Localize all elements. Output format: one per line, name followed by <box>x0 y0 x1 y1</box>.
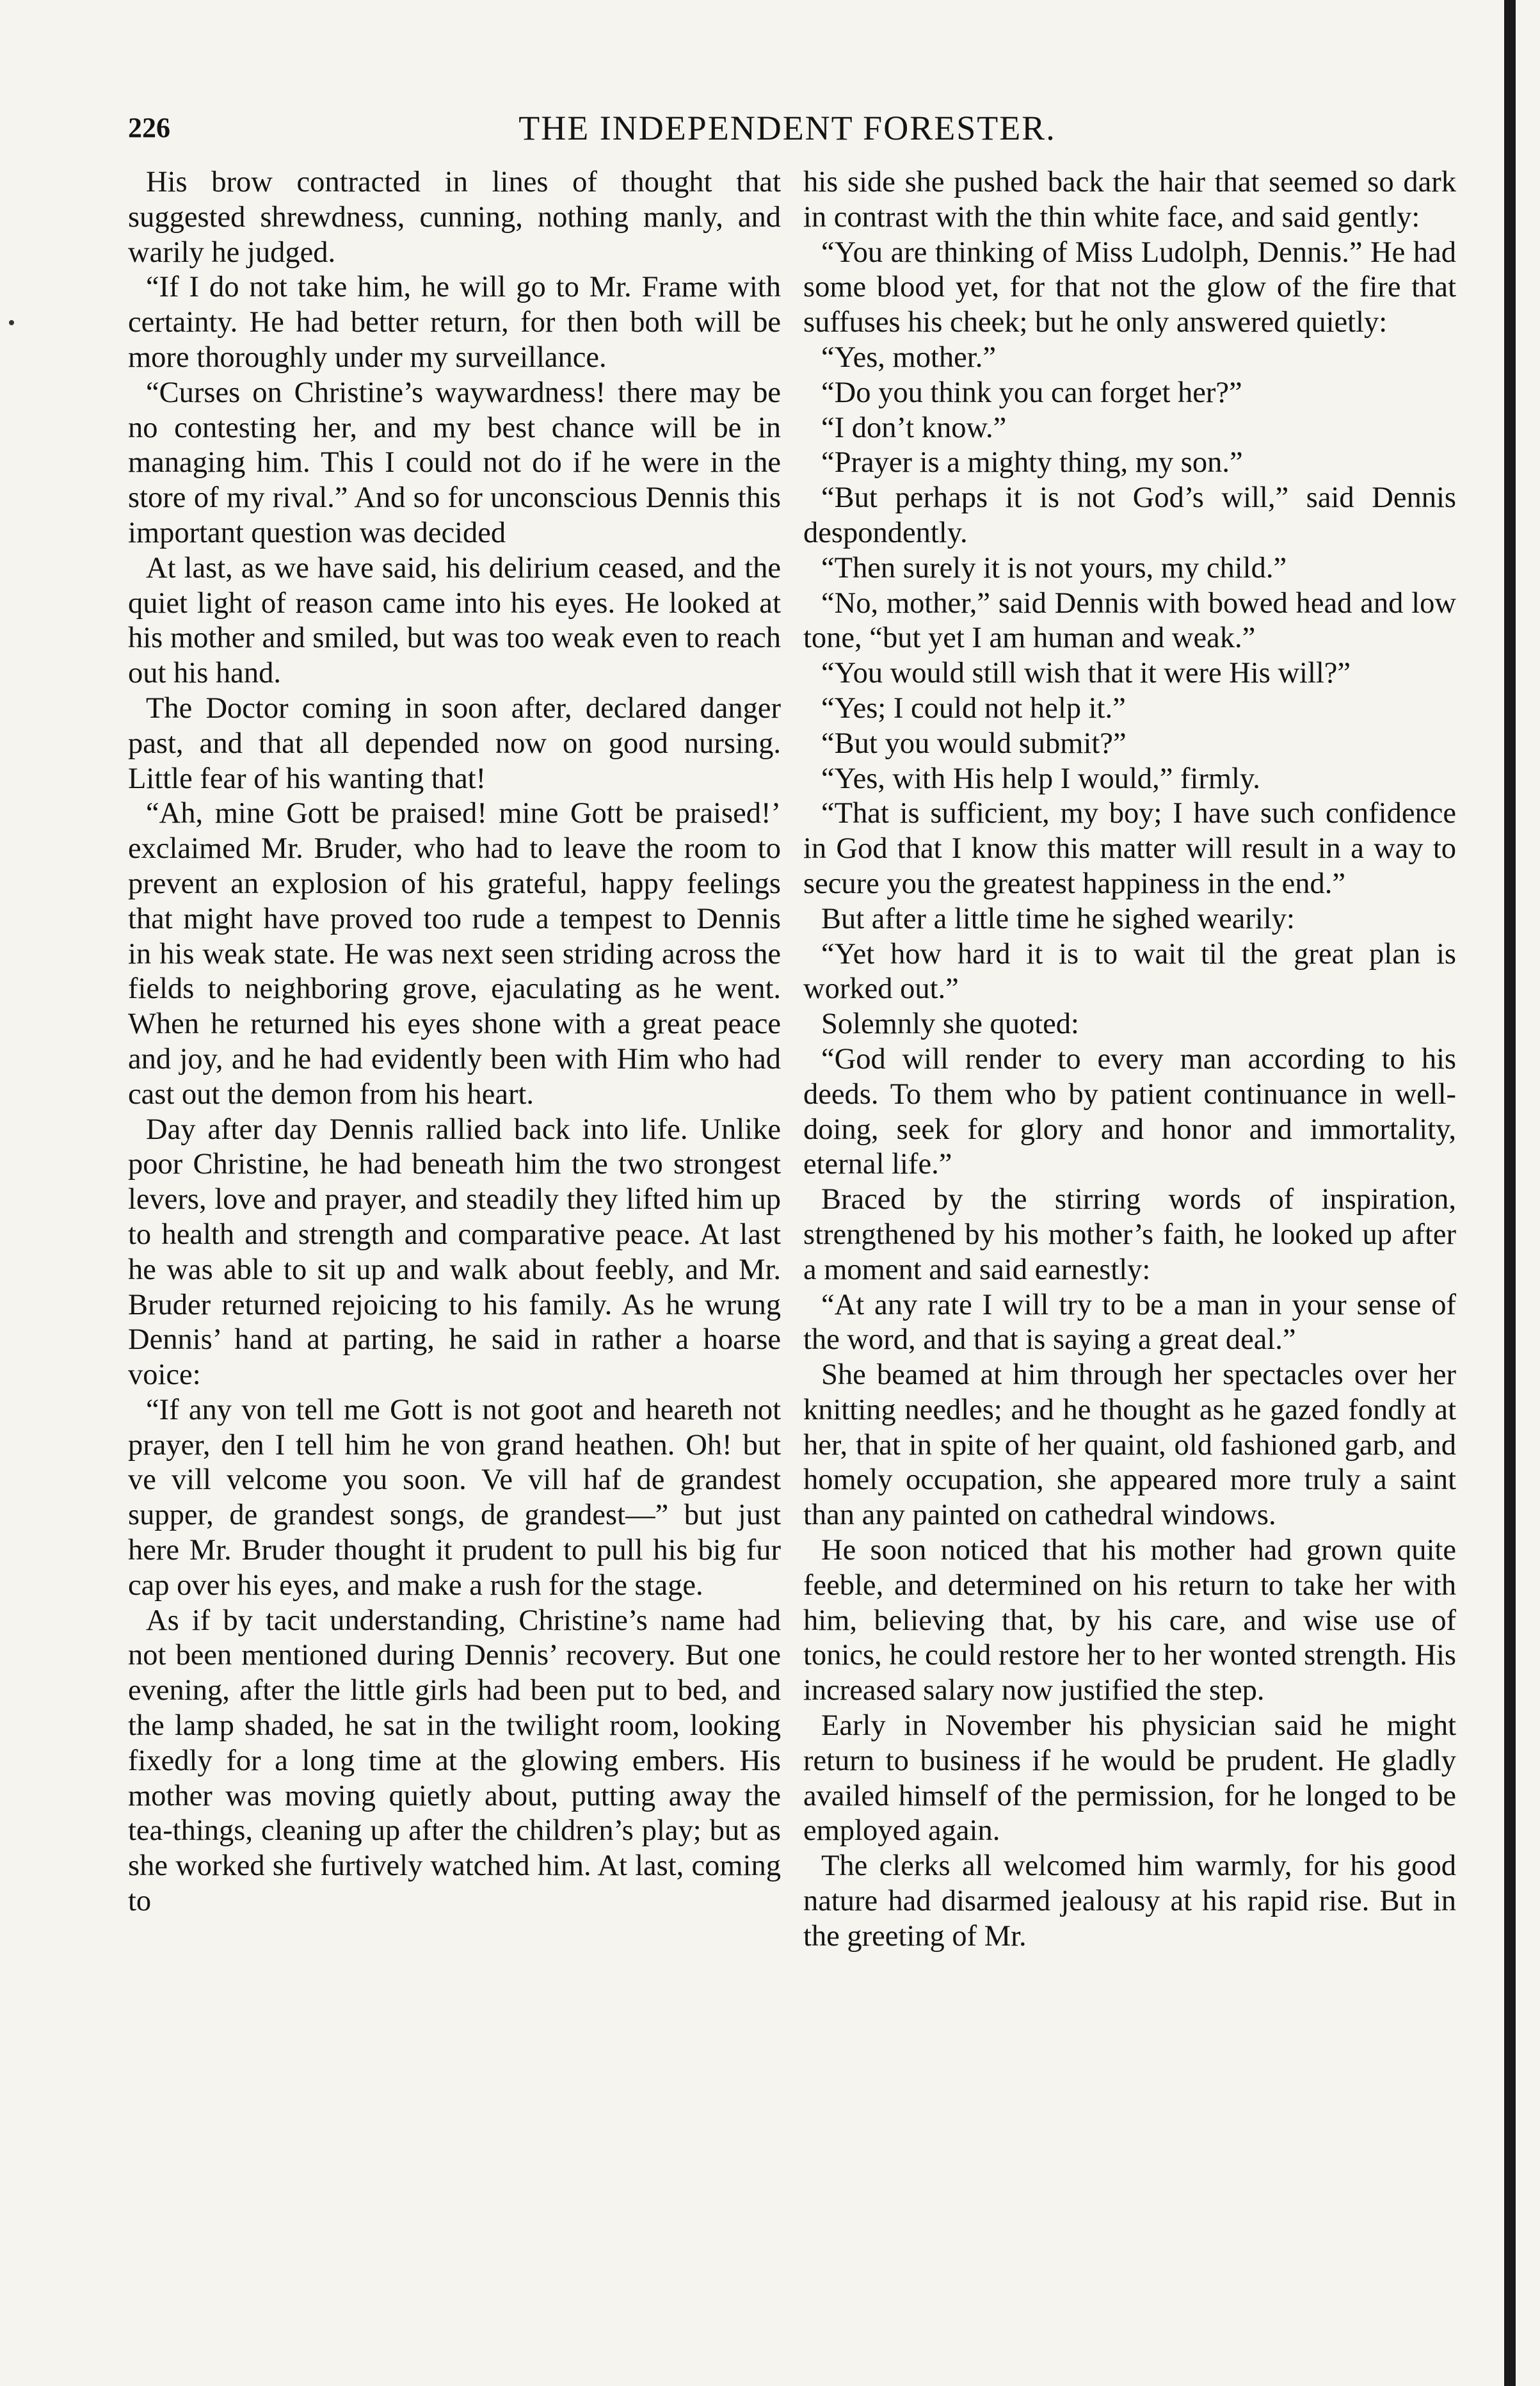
paragraph: “Ah, mine Gott be praised! mine Gott be praised!’ exclaimed Mr. Bruder, who had to leave the room to prevent an explosion of his grateful, happy feelings that might have proved too rude a tempest to Dennis in his weak state. He was next seen striding across the fields to neighboring grove, ejaculating as he went. When he returned his eyes shone with a great peace and joy, and he had evidently been with Him who had cast out the demon from his heart. <box>128 797 781 1111</box>
paragraph: Solemnly she quoted: <box>821 1008 1079 1041</box>
running-header <box>128 108 1447 152</box>
paragraph: “Yes, with His help I would,” firmly. <box>821 762 1260 795</box>
paragraph: Day after day Dennis rallied back into life. Unlike poor Christine, he had beneath him the two strongest levers, love and prayer, and steadily they lifted him up to health and strength and comparative peace. At last he was able to sit up and walk about feebly, and Mr. Bruder returned rejoicing to his family. As he wrung Dennis’ hand at parting, he said in rather a hoarse voice: <box>128 1113 781 1392</box>
paragraph: “God will render to every man according to his deeds. To them who by patient continuance in well-doing, seek for glory and honor and immortality, eternal life.” <box>803 1042 1456 1181</box>
paragraph: But after a little time he sighed wearily: <box>821 902 1295 935</box>
running-title: THE INDEPENDENT FORESTER. <box>518 109 1056 147</box>
paragraph: “That is sufficient, my boy; I have such confidence in God that I know this matter will result in a way to secure you the greatest happiness in the end.” <box>803 797 1456 900</box>
paragraph: The Doctor coming in soon after, declared danger past, and that all depended now on good nursing. Little fear of his wanting that! <box>128 691 781 795</box>
paragraph: “You are thinking of Miss Ludolph, Dennis.” He had some blood yet, for that not the glow of the fire that suffuses his cheek; but he only answered quietly: <box>803 236 1456 339</box>
paragraph: Early in November his physician said he might return to business if he would be prudent. He gladly availed himself of the permission, for he longed to be employed again. <box>803 1709 1456 1848</box>
paragraph: “Curses on Christine’s waywardness! there may be no contesting her, and my best chance will be in managing him. This I could not do if he were in the store of my rival.” And so for unconscious Dennis this important question was decided <box>128 376 781 549</box>
paragraph: his side she pushed back the hair that seemed so dark in contrast with the thin white face, and said gently: <box>803 166 1456 234</box>
paragraph: “If I do not take him, he will go to Mr. Frame with certainty. He had better return, for then both will be more thoroughly under my surveillance. <box>128 271 781 374</box>
paragraph: “Prayer is a mighty thing, my son.” <box>821 446 1243 480</box>
paragraph: “I don’t know.” <box>821 411 1007 444</box>
left-column <box>128 165 781 1919</box>
paragraph: “No, mother,” said Dennis with bowed head and low tone, “but yet I am human and weak.” <box>803 586 1456 655</box>
paragraph: “Yes; I could not help it.” <box>821 691 1126 725</box>
paragraph: “You would still wish that it were His will?” <box>821 657 1351 690</box>
paragraph: “Yet how hard it is to wait til the great plan is worked out.” <box>803 937 1456 1006</box>
paragraph: “Yes, mother.” <box>821 341 996 374</box>
paragraph: As if by tacit understanding, Christine’s name had not been mentioned during Dennis’ recovery. But one evening, after the little girls had been put to bed, and the lamp shaded, he sat in the twilight room, looking fixedly for a long time at the glowing embers. His mother was moving quietly about, putting away the tea-things, cleaning up after the children’s play; but as she worked she furtively watched him. At last, coming to <box>128 1604 781 1918</box>
paragraph: “But you would submit?” <box>821 727 1127 760</box>
paragraph: Braced by the stirring words of inspiration, strengthened by his mother’s faith, he looked up after a moment and said earnestly: <box>803 1183 1456 1286</box>
paragraph: He soon noticed that his mother had grown quite feeble, and determined on his return to take her with him, believing that, by his care, and wise use of tonics, he could restore her to her wonted strength. His increased salary now justified the step. <box>803 1534 1456 1707</box>
paragraph: “Do you think you can forget her?” <box>821 376 1242 409</box>
paragraph: “But perhaps it is not God’s will,” said Dennis despondently. <box>803 481 1456 549</box>
paragraph: At last, as we have said, his delirium ceased, and the quiet light of reason came into his eyes. He looked at his mother and smiled, but was too weak even to reach out his hand. <box>128 551 781 690</box>
margin-speck <box>9 320 14 325</box>
page-number: 226 <box>128 112 170 143</box>
paragraph: She beamed at him through her spectacles over her knitting needles; and he thought as he gazed fondly at her, that in spite of her quaint, old fashioned garb, and homely occupation, she appeared more truly a saint than any painted on cathedral windows. <box>803 1358 1456 1532</box>
right-column <box>803 165 1456 1955</box>
paragraph: The clerks all welcomed him warmly, for his good nature had disarmed jealousy at his rapid rise. But in the greeting of Mr. <box>803 1850 1456 1953</box>
paragraph: “At any rate I will try to be a man in your sense of the word, and that is saying a great deal.” <box>803 1288 1456 1357</box>
page-edge-rule <box>1504 0 1516 2386</box>
paragraph: “If any von tell me Gott is not goot and heareth not prayer, den I tell him he von grand heathen. Oh! but ve vill velcome you soon. Ve vill haf de grandest supper, de grandest songs, de grandest—” but just here Mr. Bruder thought it prudent to pull his big fur cap over his eyes, and make a rush for the stage. <box>128 1393 781 1602</box>
paragraph: His brow contracted in lines of thought that suggested shrewdness, cunning, nothing manly, and warily he judged. <box>128 166 781 269</box>
paragraph: “Then surely it is not yours, my child.” <box>821 551 1287 584</box>
